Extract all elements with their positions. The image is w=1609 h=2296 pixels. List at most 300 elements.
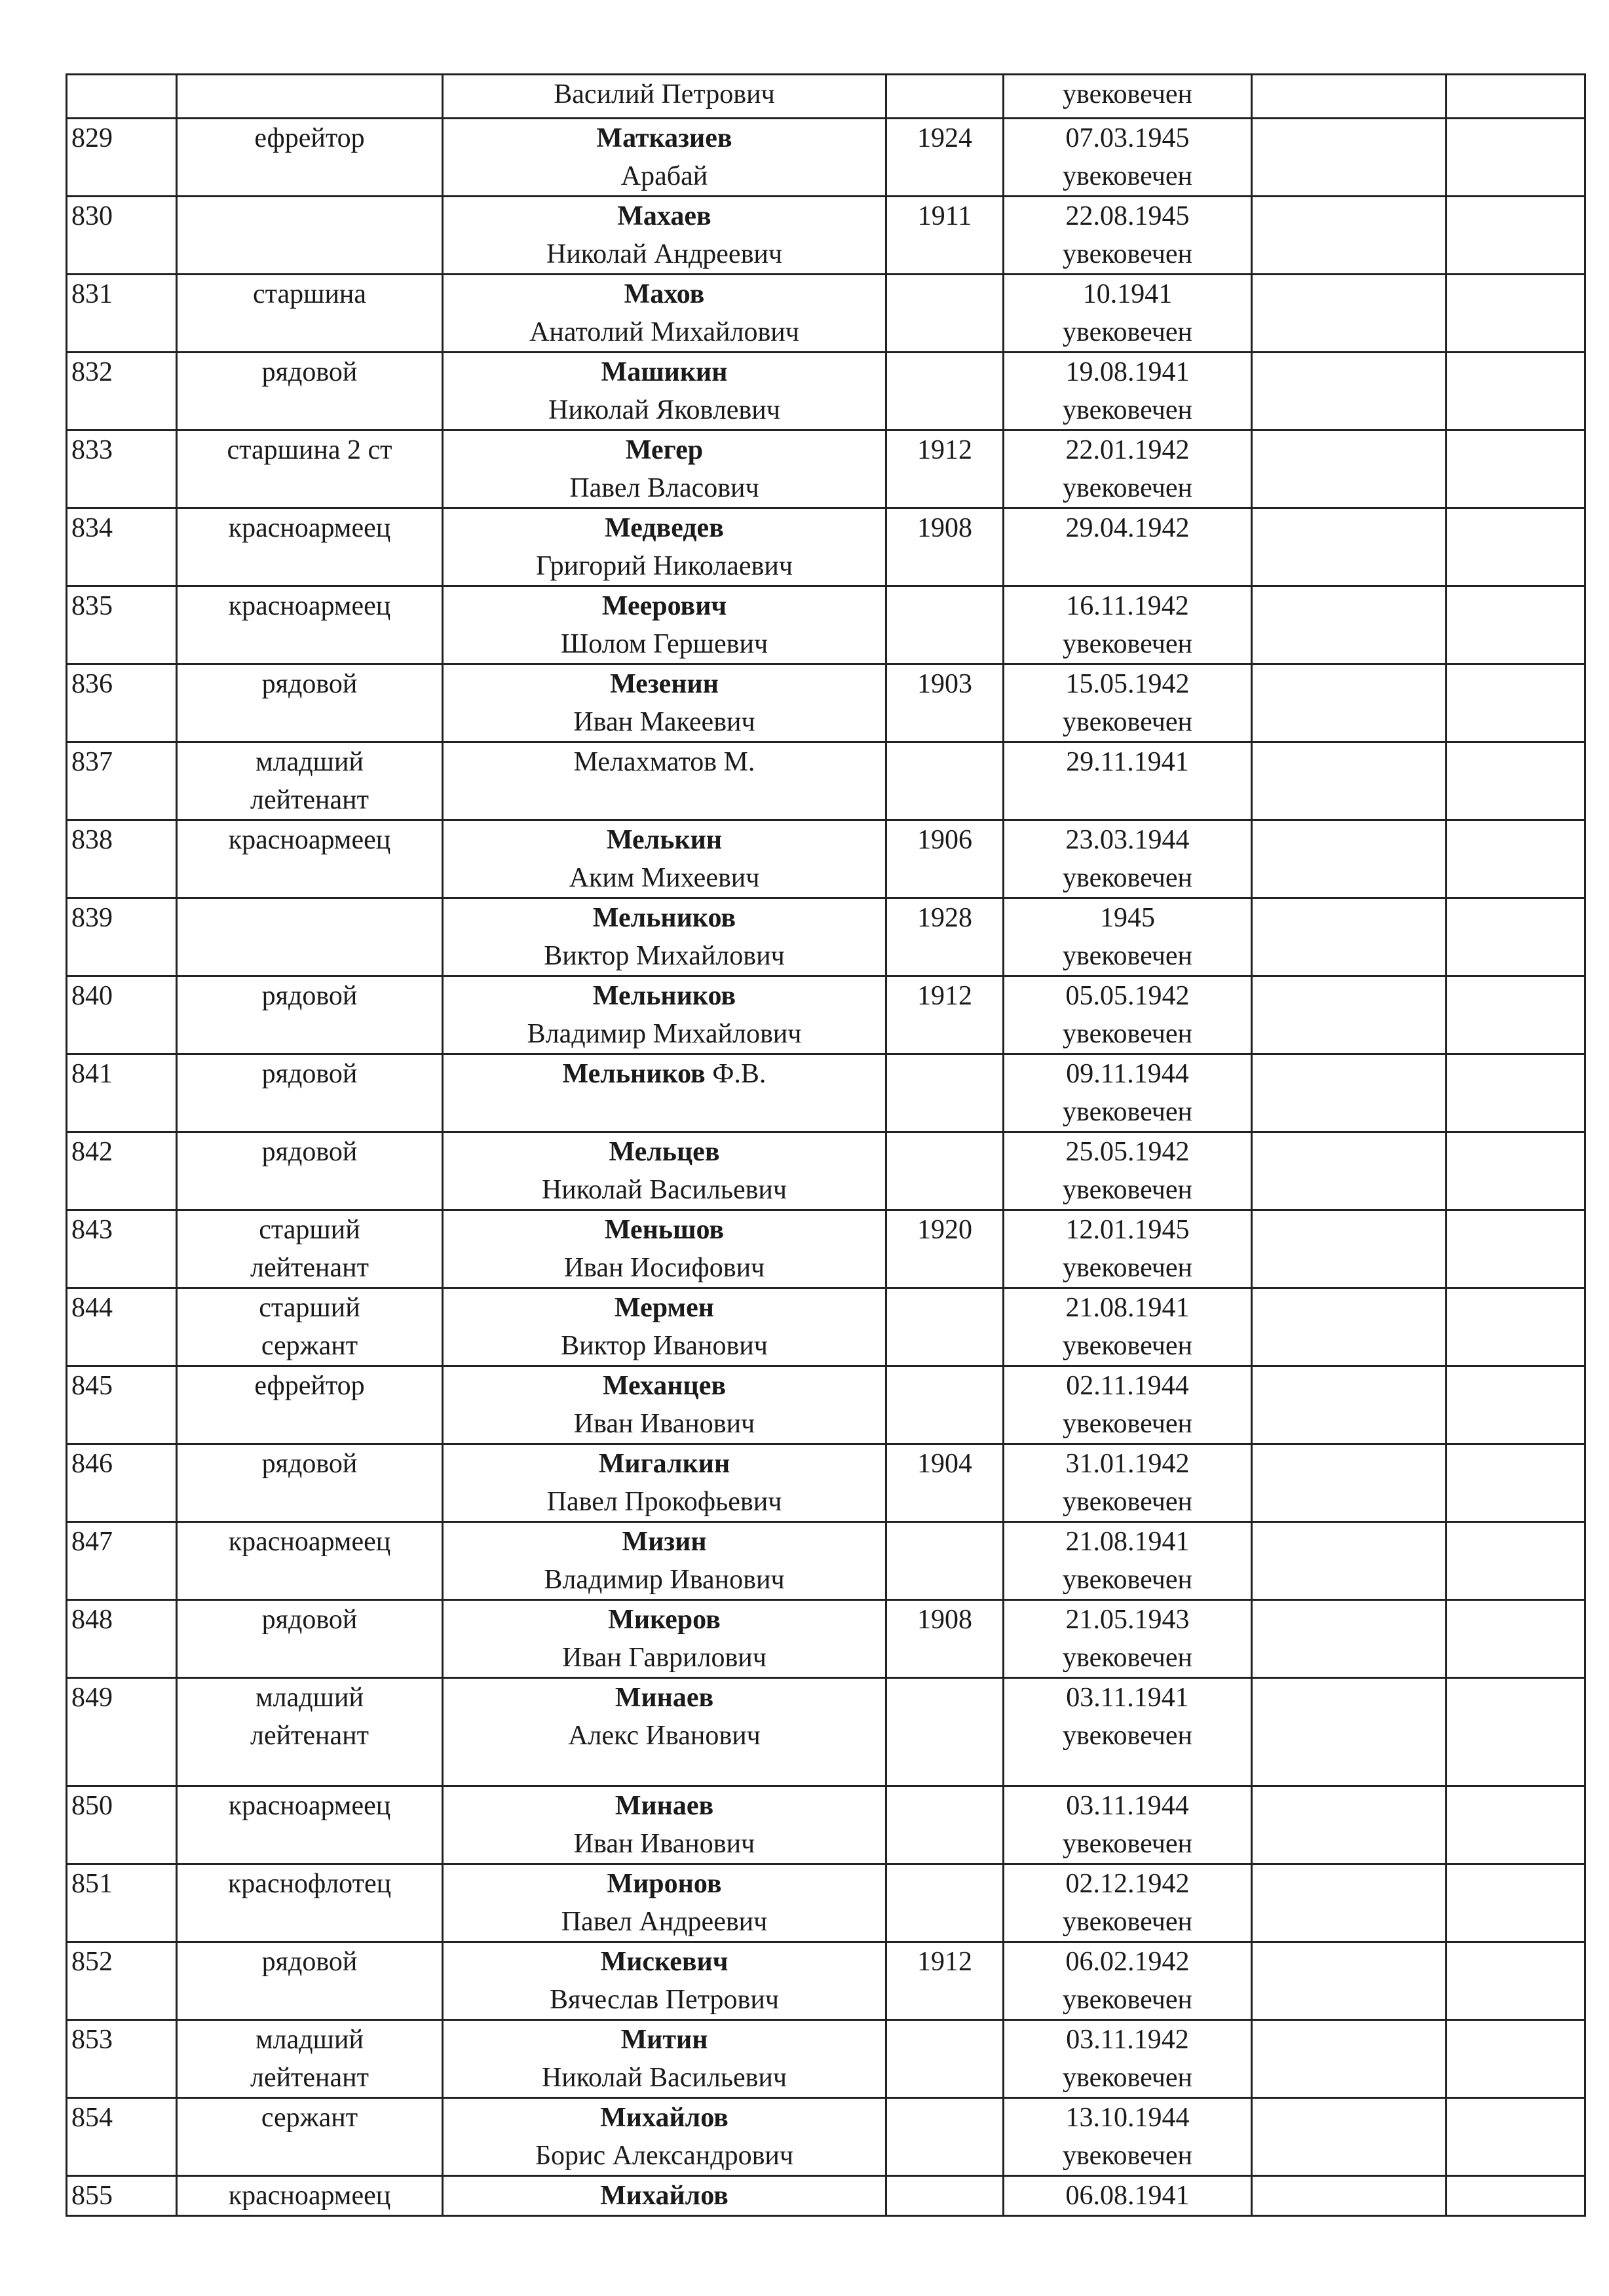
surname: Мельников — [592, 903, 736, 933]
date-cell — [1004, 275, 1252, 353]
birth-year: 1903 — [886, 664, 1004, 742]
given-names: Виктор Иванович — [561, 1331, 768, 1361]
name-cell — [443, 508, 886, 586]
status: увековечен — [1063, 629, 1192, 659]
table-row — [67, 1522, 1585, 1600]
empty-cell — [1252, 1054, 1447, 1132]
death-date: 22.08.1945 — [1065, 201, 1190, 231]
empty-cell — [1447, 898, 1585, 976]
given-names: Владимир Иванович — [544, 1565, 785, 1595]
birth-year — [886, 2020, 1004, 2098]
death-date: 19.08.1941 — [1065, 357, 1190, 387]
table-row — [67, 508, 1585, 586]
birth-year: 1906 — [886, 820, 1004, 898]
empty-cell — [1252, 742, 1447, 820]
empty-cell — [1252, 2176, 1447, 2216]
date-cell — [1004, 2098, 1252, 2176]
given-names: Аким Михеевич — [569, 863, 760, 893]
date-cell — [1004, 664, 1252, 742]
empty-cell — [1447, 742, 1585, 820]
empty-cell — [1252, 1132, 1447, 1210]
rank-line: краснофлотец — [227, 1869, 392, 1899]
table-row — [67, 586, 1585, 664]
name-cell — [443, 1864, 886, 1942]
surname: Медведев — [605, 513, 724, 543]
table-row — [67, 1942, 1585, 2020]
rank-cell — [177, 664, 443, 742]
table-row — [67, 275, 1585, 353]
status: увековечен — [1063, 79, 1192, 109]
date-cell — [1004, 898, 1252, 976]
rank-cell — [177, 1600, 443, 1678]
name-cell — [443, 586, 886, 664]
death-date: 03.11.1941 — [1066, 1683, 1189, 1713]
empty-cell — [1447, 1288, 1585, 1366]
date-cell — [1004, 1444, 1252, 1522]
empty-cell — [1447, 664, 1585, 742]
status: увековечен — [1063, 1409, 1192, 1439]
rank-line: лейтенант — [250, 2063, 369, 2093]
rank-cell — [177, 508, 443, 586]
surname: Мельцев — [609, 1137, 720, 1167]
rank-cell — [177, 742, 443, 820]
empty-cell — [1447, 1444, 1585, 1522]
name-cell — [443, 1678, 886, 1786]
date-cell — [1004, 119, 1252, 197]
row-number: 838 — [67, 820, 177, 898]
row-number: 837 — [67, 742, 177, 820]
empty-cell — [1447, 508, 1585, 586]
status: увековечен — [1063, 1985, 1192, 2015]
name-cell — [443, 1288, 886, 1366]
name-cell — [443, 353, 886, 430]
empty-cell — [1252, 898, 1447, 976]
surname: Махов — [624, 279, 705, 309]
empty-cell — [1252, 820, 1447, 898]
death-date: 1945 — [1100, 903, 1155, 933]
row-number: 840 — [67, 976, 177, 1054]
rank-cell — [177, 1444, 443, 1522]
birth-year — [886, 1288, 1004, 1366]
rank-line: старшина 2 ст — [227, 435, 392, 465]
empty-cell — [1447, 430, 1585, 508]
date-cell — [1004, 75, 1252, 119]
surname: Митин — [620, 2025, 708, 2055]
rank-cell — [177, 197, 443, 275]
death-date: 29.04.1942 — [1065, 513, 1190, 543]
empty-cell — [1252, 1366, 1447, 1444]
birth-year: 1904 — [886, 1444, 1004, 1522]
name-cell — [443, 119, 886, 197]
empty-cell — [1252, 1288, 1447, 1366]
table-row — [67, 1786, 1585, 1864]
rank-cell — [177, 1678, 443, 1786]
date-cell — [1004, 742, 1252, 820]
status: увековечен — [1063, 395, 1192, 425]
name-cell — [443, 1444, 886, 1522]
rank-cell — [177, 353, 443, 430]
name-cell — [443, 1210, 886, 1288]
given-names: Виктор Михайлович — [544, 941, 785, 971]
table-row — [67, 664, 1585, 742]
rank-line: лейтенант — [250, 1253, 369, 1283]
date-cell — [1004, 820, 1252, 898]
table-row — [67, 1600, 1585, 1678]
death-date: 31.01.1942 — [1065, 1449, 1190, 1479]
rank-line: ефрейтор — [254, 123, 365, 153]
name-cell — [443, 2098, 886, 2176]
birth-year — [886, 2098, 1004, 2176]
birth-year — [886, 1522, 1004, 1600]
rank-cell — [177, 1132, 443, 1210]
rank-line: сержант — [261, 2103, 358, 2133]
surname: Мизин — [622, 1527, 707, 1557]
surname: Мискевич — [600, 1947, 729, 1977]
death-date: 29.11.1941 — [1066, 747, 1189, 777]
name-cell — [443, 1132, 886, 1210]
rank-cell — [177, 898, 443, 976]
date-cell — [1004, 2176, 1252, 2216]
status: увековечен — [1063, 1487, 1192, 1517]
birth-year: 1912 — [886, 430, 1004, 508]
given-names: Николай Васильевич — [541, 2063, 787, 2093]
surname: Мермен — [615, 1293, 714, 1323]
table-row — [67, 1864, 1585, 1942]
date-cell — [1004, 1366, 1252, 1444]
status: увековечен — [1063, 1907, 1192, 1937]
rank-line: рядовой — [261, 1605, 358, 1635]
empty-cell — [1252, 75, 1447, 119]
empty-cell — [1447, 2176, 1585, 2216]
table-row — [67, 1288, 1585, 1366]
date-cell — [1004, 197, 1252, 275]
surname: Меньшов — [604, 1215, 725, 1245]
surname: Микеров — [608, 1605, 721, 1635]
row-number: 852 — [67, 1942, 177, 2020]
rank-cell — [177, 119, 443, 197]
given-names: Николай Андреевич — [546, 239, 782, 269]
row-number — [67, 75, 177, 119]
row-number: 850 — [67, 1786, 177, 1864]
rank-line: рядовой — [261, 1137, 358, 1167]
rank-cell — [177, 1366, 443, 1444]
name-cell — [443, 2020, 886, 2098]
date-cell — [1004, 976, 1252, 1054]
rank-cell — [177, 1786, 443, 1864]
status: увековечен — [1063, 473, 1192, 503]
rank-cell — [177, 1210, 443, 1288]
row-number: 843 — [67, 1210, 177, 1288]
surname: Мелькин — [606, 825, 723, 855]
birth-year — [886, 742, 1004, 820]
table-row — [67, 1444, 1585, 1522]
empty-cell — [1447, 1600, 1585, 1678]
birth-year: 1908 — [886, 1600, 1004, 1678]
rank-line: красноармеец — [228, 513, 391, 543]
row-number: 833 — [67, 430, 177, 508]
empty-cell — [1252, 1600, 1447, 1678]
given-names: Николай Васильевич — [541, 1175, 787, 1205]
row-number: 851 — [67, 1864, 177, 1942]
empty-cell — [1252, 2020, 1447, 2098]
table-row — [67, 353, 1585, 430]
name-cell — [443, 1942, 886, 2020]
table-row — [67, 1210, 1585, 1288]
birth-year — [886, 1786, 1004, 1864]
name-cell — [443, 1522, 886, 1600]
empty-cell — [1252, 1942, 1447, 2020]
empty-cell — [1252, 1864, 1447, 1942]
birth-year: 1912 — [886, 976, 1004, 1054]
rank-cell — [177, 275, 443, 353]
name-cell — [443, 664, 886, 742]
rank-cell — [177, 820, 443, 898]
surname: Механцев — [602, 1371, 727, 1401]
rank-cell — [177, 976, 443, 1054]
status: увековечен — [1063, 1643, 1192, 1673]
row-number: 853 — [67, 2020, 177, 2098]
given-names: Вячеслав Петрович — [550, 1985, 779, 2015]
status: увековечен — [1063, 863, 1192, 893]
row-number: 854 — [67, 2098, 177, 2176]
birth-year — [886, 1132, 1004, 1210]
death-date: 21.05.1943 — [1065, 1605, 1190, 1635]
empty-cell — [1447, 976, 1585, 1054]
date-cell — [1004, 2020, 1252, 2098]
row-number: 848 — [67, 1600, 177, 1678]
rank-line: старший — [259, 1215, 360, 1245]
status: увековечен — [1063, 1829, 1192, 1859]
date-cell — [1004, 1288, 1252, 1366]
rank-line: младший — [256, 747, 364, 777]
surname-extra: Мелахматов М. — [573, 747, 755, 777]
empty-cell — [1447, 586, 1585, 664]
empty-cell — [1447, 353, 1585, 430]
empty-cell — [1447, 2098, 1585, 2176]
surname: Мезенин — [610, 669, 719, 699]
rank-line: лейтенант — [250, 1721, 369, 1751]
date-cell — [1004, 508, 1252, 586]
row-number: 835 — [67, 586, 177, 664]
status: увековечен — [1063, 317, 1192, 347]
row-number: 831 — [67, 275, 177, 353]
surname: Минаев — [615, 1791, 714, 1821]
birth-year: 1920 — [886, 1210, 1004, 1288]
empty-cell — [1447, 75, 1585, 119]
row-number: 847 — [67, 1522, 177, 1600]
date-cell — [1004, 353, 1252, 430]
empty-cell — [1447, 820, 1585, 898]
empty-cell — [1252, 1522, 1447, 1600]
empty-cell — [1252, 508, 1447, 586]
empty-cell — [1252, 197, 1447, 275]
given-names: Павел Власович — [569, 473, 759, 503]
table-body — [67, 75, 1585, 2216]
death-date: 21.08.1941 — [1065, 1293, 1190, 1323]
table-row — [67, 2020, 1585, 2098]
rank-line: красноармеец — [228, 825, 391, 855]
name-cell — [443, 742, 886, 820]
given-names: Иван Макеевич — [573, 707, 755, 737]
table-row — [67, 742, 1585, 820]
given-names: Григорий Николаевич — [536, 551, 793, 581]
rank-line: красноармеец — [228, 2181, 391, 2211]
row-number: 846 — [67, 1444, 177, 1522]
given-names: Анатолий Михайлович — [529, 317, 799, 347]
status: увековечен — [1063, 941, 1192, 971]
death-date: 13.10.1944 — [1065, 2103, 1190, 2133]
empty-cell — [1252, 664, 1447, 742]
status: увековечен — [1063, 1331, 1192, 1361]
name-cell — [443, 197, 886, 275]
date-cell — [1004, 1942, 1252, 2020]
row-number: 849 — [67, 1678, 177, 1786]
death-date: 07.03.1945 — [1065, 123, 1190, 153]
row-number: 832 — [67, 353, 177, 430]
given-names: Павел Андреевич — [561, 1907, 768, 1937]
status: увековечен — [1063, 707, 1192, 737]
rank-cell — [177, 1942, 443, 2020]
rank-cell — [177, 2020, 443, 2098]
empty-cell — [1447, 1522, 1585, 1600]
status: увековечен — [1063, 1175, 1192, 1205]
empty-cell — [1252, 353, 1447, 430]
rank-line: рядовой — [261, 669, 358, 699]
given-names: Иван Иванович — [573, 1829, 755, 1859]
rank-cell — [177, 1522, 443, 1600]
rank-cell — [177, 75, 443, 119]
death-date: 16.11.1942 — [1066, 591, 1189, 621]
name-cell — [443, 430, 886, 508]
table-row — [67, 820, 1585, 898]
empty-cell — [1252, 119, 1447, 197]
rank-line: младший — [256, 1683, 364, 1713]
given-names: Иван Гаврилович — [562, 1643, 767, 1673]
rank-line: красноармеец — [228, 1791, 391, 1821]
surname: Михайлов — [600, 2181, 729, 2211]
table-row — [67, 1678, 1585, 1786]
given-names: Владимир Михайлович — [527, 1019, 802, 1049]
birth-year — [886, 275, 1004, 353]
row-number: 839 — [67, 898, 177, 976]
row-number: 855 — [67, 2176, 177, 2216]
table-row — [67, 197, 1585, 275]
given-names: Алекс Иванович — [568, 1721, 761, 1751]
empty-cell — [1252, 1786, 1447, 1864]
death-date: 22.01.1942 — [1065, 435, 1190, 465]
birth-year — [886, 353, 1004, 430]
date-cell — [1004, 1054, 1252, 1132]
death-date: 03.11.1942 — [1066, 2025, 1189, 2055]
empty-cell — [1447, 2020, 1585, 2098]
empty-cell — [1252, 2098, 1447, 2176]
birth-year — [886, 75, 1004, 119]
row-number: 836 — [67, 664, 177, 742]
name-cell — [443, 2176, 886, 2216]
surname-extra: Ф.В. — [705, 1059, 767, 1089]
surname: Миронов — [607, 1869, 722, 1899]
death-date: 25.05.1942 — [1065, 1137, 1190, 1167]
empty-cell — [1447, 1678, 1585, 1786]
date-cell — [1004, 1132, 1252, 1210]
row-number: 845 — [67, 1366, 177, 1444]
empty-cell — [1447, 1786, 1585, 1864]
empty-cell — [1447, 197, 1585, 275]
name-cell — [443, 75, 886, 119]
status: увековечен — [1063, 1721, 1192, 1751]
rank-line: младший — [256, 2025, 364, 2055]
date-cell — [1004, 1600, 1252, 1678]
birth-year: 1911 — [886, 197, 1004, 275]
birth-year: 1924 — [886, 119, 1004, 197]
given-names: Николай Яковлевич — [548, 395, 780, 425]
rank-cell — [177, 1054, 443, 1132]
rank-line: красноармеец — [228, 591, 391, 621]
birth-year — [886, 1864, 1004, 1942]
empty-cell — [1252, 1444, 1447, 1522]
status: увековечен — [1063, 1253, 1192, 1283]
surname: Михайлов — [600, 2103, 729, 2133]
empty-cell — [1252, 586, 1447, 664]
given-names: Иван Иванович — [573, 1409, 755, 1439]
death-date: 15.05.1942 — [1065, 669, 1190, 699]
table-row — [67, 119, 1585, 197]
rank-line: красноармеец — [228, 1527, 391, 1557]
empty-cell — [1447, 1210, 1585, 1288]
rank-cell — [177, 1864, 443, 1942]
name-cell — [443, 1786, 886, 1864]
given-names: Павел Прокофьевич — [546, 1487, 782, 1517]
name-cell — [443, 1600, 886, 1678]
empty-cell — [1252, 1210, 1447, 1288]
surname: Мельников — [562, 1059, 706, 1089]
birth-year — [886, 1678, 1004, 1786]
row-number: 844 — [67, 1288, 177, 1366]
birth-year: 1928 — [886, 898, 1004, 976]
death-date: 12.01.1945 — [1065, 1215, 1190, 1245]
surname: Меерович — [601, 591, 727, 621]
name-cell — [443, 976, 886, 1054]
date-cell — [1004, 586, 1252, 664]
table-row — [67, 976, 1585, 1054]
death-date: 06.02.1942 — [1065, 1947, 1190, 1977]
rank-line: рядовой — [261, 357, 358, 387]
death-date: 21.08.1941 — [1065, 1527, 1190, 1557]
surname: Минаев — [615, 1683, 714, 1713]
rank-cell — [177, 1288, 443, 1366]
status: увековечен — [1063, 1565, 1192, 1595]
rank-line: сержант — [261, 1331, 358, 1361]
status: увековечен — [1063, 161, 1192, 191]
row-number: 830 — [67, 197, 177, 275]
table-row — [67, 2176, 1585, 2216]
surname: Мигалкин — [598, 1449, 730, 1479]
date-cell — [1004, 1864, 1252, 1942]
birth-year — [886, 586, 1004, 664]
table-row — [67, 1132, 1585, 1210]
empty-cell — [1447, 275, 1585, 353]
rank-line: рядовой — [261, 981, 358, 1011]
birth-year — [886, 1054, 1004, 1132]
empty-cell — [1252, 976, 1447, 1054]
death-date: 02.11.1944 — [1066, 1371, 1189, 1401]
row-number: 842 — [67, 1132, 177, 1210]
status: увековечен — [1063, 1097, 1192, 1127]
rank-cell — [177, 430, 443, 508]
status: увековечен — [1063, 2063, 1192, 2093]
table-row — [67, 75, 1585, 119]
surname: Махаев — [617, 201, 711, 231]
